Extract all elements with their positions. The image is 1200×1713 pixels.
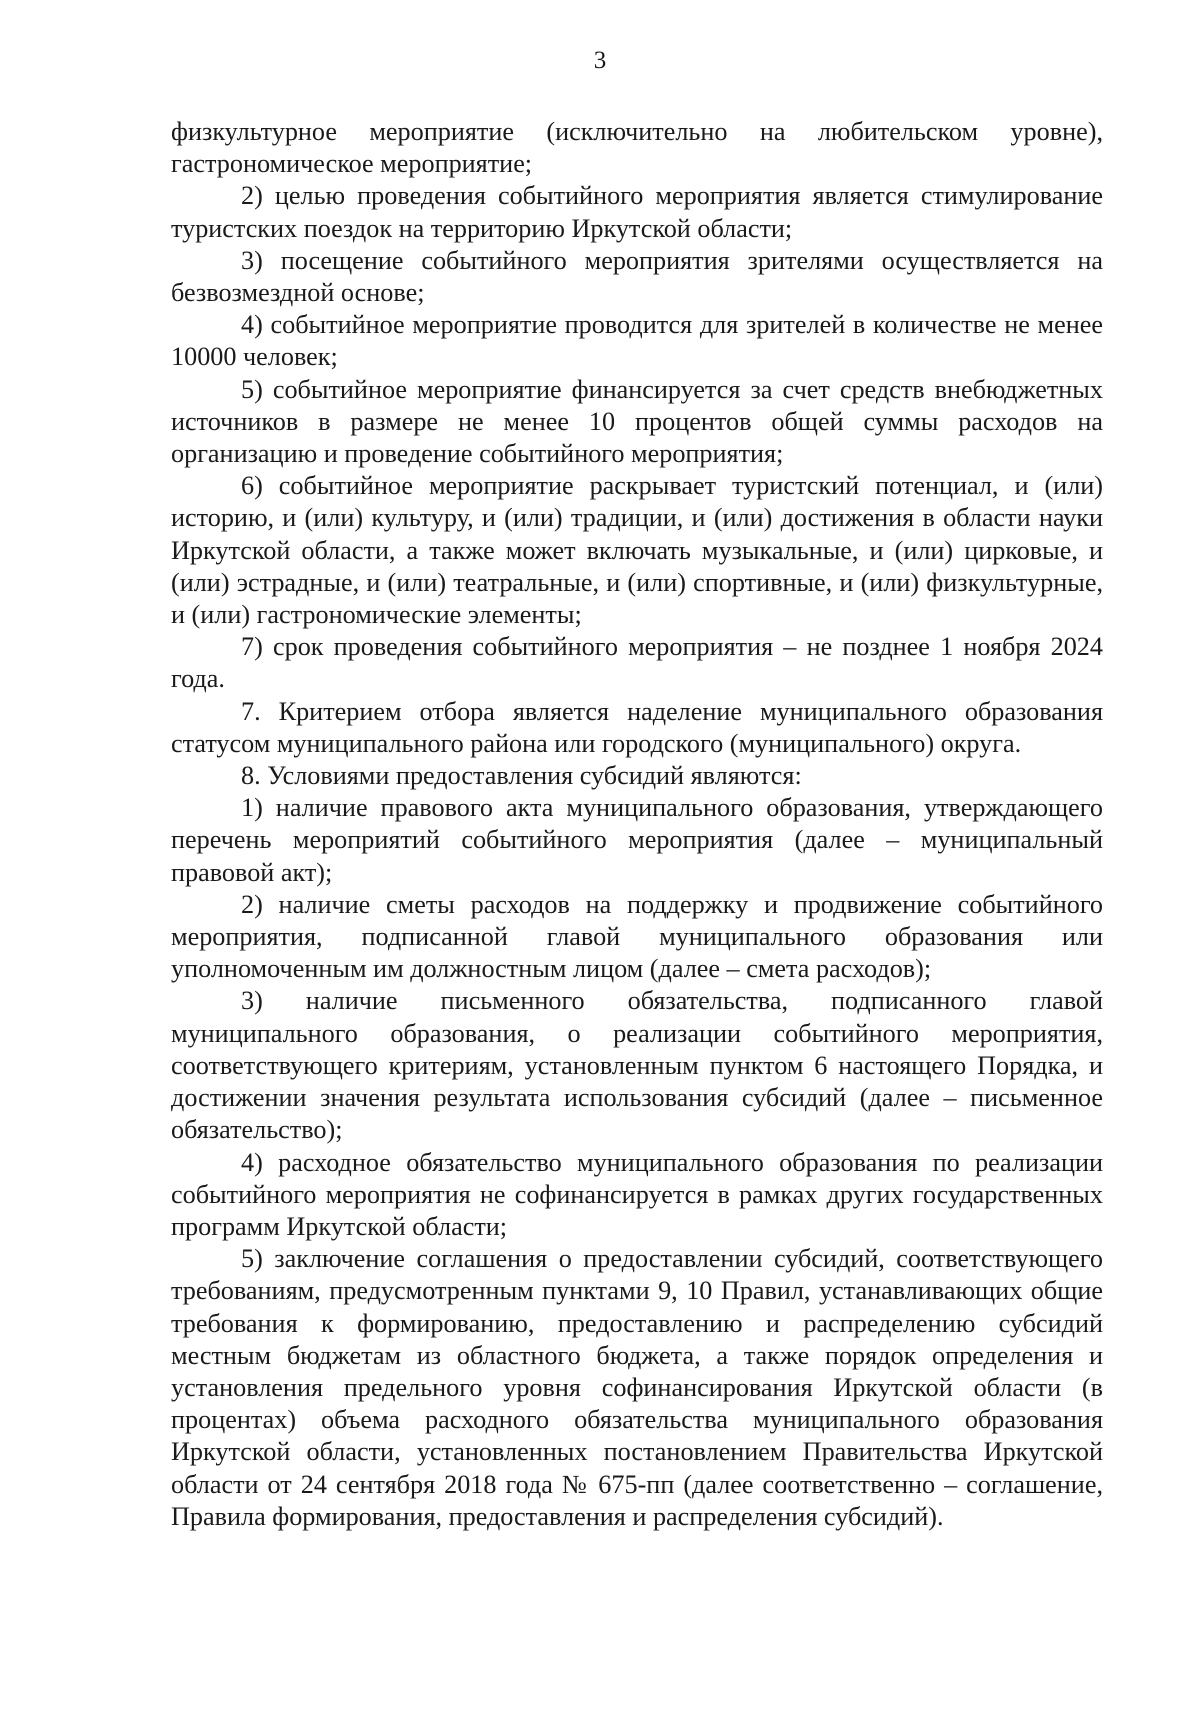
paragraph-condition-5-agreement: 5) заключение соглашения о предоставлении субсидий, соответствующего требованиям, предусмотренным пунктами 9, 10 Правил, устанавливающих общие требования к формированию, предоставлению и распределению субсидий местным бюджетам из областного бюджета, а также порядок определения и установления предельного уровня софинансирования Иркутской области (в процентах) объема расходного обязательства муниципального образования Иркутской области, установленных постановлением Правительства Иркутской области от 24 сентября 2018 года № 675-пп (далее соответственно – соглашение, Правила формирования, предоставления и распределения субсидий). [171,1244,1103,1531]
paragraph-item-6-potential: 6) событийное мероприятие раскрывает туристский потенциал, и (или) историю, и (или) культуру, и (или) традиции, и (или) достижения в области науки Иркутской области, а также может включать музыкальные, и (или) цирковые, и (или) эстрадные, и (или) театральные, и (или) спортивные, и (или) физкультурные, и (или) гастрономические элементы; [171,471,1103,630]
paragraph-item-2-goal: 2) целью проведения событийного мероприятия является стимулирование туристских поездок на территорию Иркутской области; [171,181,1103,243]
paragraph-condition-4-cofinancing: 4) расходное обязательство муниципального образования по реализации событийного мероприятия не софинансируется в рамках других государственных программ Иркутской области; [171,1147,1103,1241]
paragraph-section-7-criterion: 7. Критерием отбора является наделение муниципального образования статусом муниципального района или городского (муниципального) округа. [171,696,1103,758]
paragraph-condition-3-obligation: 3) наличие письменного обязательства, подписанного главой муниципального образования, о реализации событийного мероприятия, соответствующего критериям, установленным пунктом 6 настоящего Порядка, и достижении значения результата использования субсидий (далее – письменное обязательство); [171,986,1103,1145]
paragraph-condition-1-legal-act: 1) наличие правового акта муниципального образования, утверждающего перечень мероприятий событийного мероприятия (далее – муниципальный правовой акт); [171,793,1103,887]
paragraph-item-4-audience: 4) событийное мероприятие проводится для зрителей в количестве не менее 10000 человек; [171,310,1103,372]
paragraph-section-8-conditions: 8. Условиями предоставления субсидий являются: [241,761,802,791]
paragraph-item-5-financing: 5) событийное мероприятие финансируется за счет средств внебюджетных источников в размере не менее 10 процентов общей суммы расходов на организацию и проведение событийного мероприятия; [171,374,1103,469]
paragraph-item-7-deadline: 7) срок проведения событийного мероприятия – не позднее 1 ноября 2024 года. [171,632,1103,694]
paragraph-condition-2-estimate: 2) наличие сметы расходов на поддержку и продвижение событийного мероприятия, подписанной главой муниципального образования или уполномоченным им должностным лицом (далее – смета расходов); [171,889,1103,984]
document-body [171,116,1103,1533]
paragraph-item-3-free-attendance: 3) посещение событийного мероприятия зрителями осуществляется на безвозмездной основе; [171,245,1103,308]
page-number: 3 [593,47,607,74]
paragraph-continuation: физкультурное мероприятие (исключительно на любительском уровне), гастрономическое мероприятие; [171,117,1103,179]
